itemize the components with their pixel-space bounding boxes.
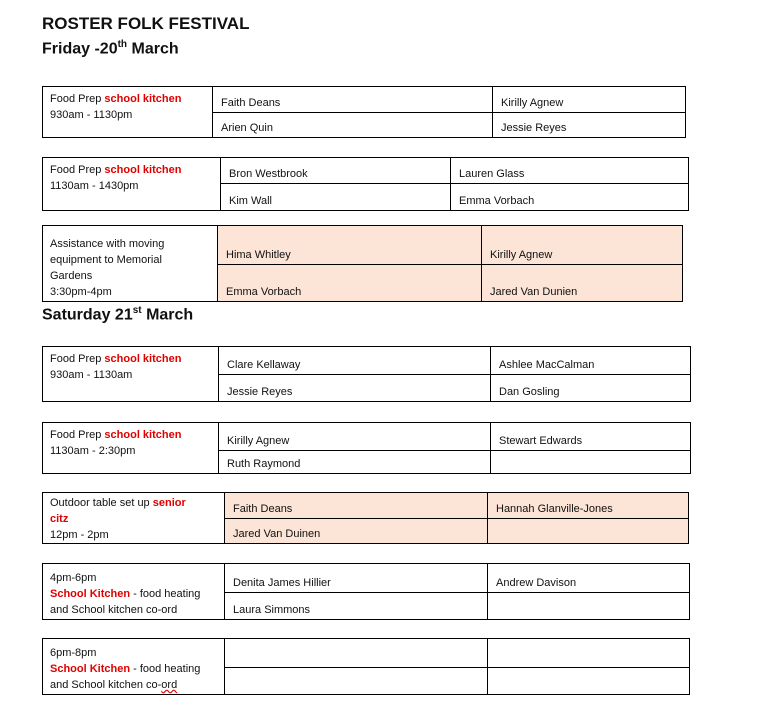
task-cell: 4pm-6pm School Kitchen - food heating and School kitchen co-ord <box>43 564 225 619</box>
volunteer-name: Kirilly Agnew <box>219 423 491 451</box>
friday-heading: Friday -20th March <box>42 39 179 58</box>
roster-table <box>42 86 686 138</box>
volunteer-name: Kirilly Agnew <box>482 226 682 265</box>
task-cell: 6pm-8pm School Kitchen - food heating and School kitchen co-ord <box>43 639 225 694</box>
volunteer-name: Kirilly Agnew <box>493 87 685 113</box>
volunteer-name: Laura Simmons <box>225 593 488 619</box>
volunteer-name: Jared Van Dunien <box>482 265 682 301</box>
volunteer-name <box>488 668 689 694</box>
roster-table <box>42 638 690 695</box>
task-cell: Food Prep school kitchen 1130am - 2:30pm <box>43 423 219 473</box>
page-title: ROSTER FOLK FESTIVAL <box>42 14 250 33</box>
volunteer-name: Stewart Edwards <box>491 423 690 451</box>
volunteer-name: Bron Westbrook <box>221 158 451 184</box>
task-cell: Food Prep school kitchen 930am - 1130pm <box>43 87 213 137</box>
volunteer-name: Jessie Reyes <box>219 375 491 401</box>
volunteer-name <box>225 639 488 668</box>
volunteer-name: Dan Gosling <box>499 386 560 398</box>
volunteer-name <box>491 451 690 473</box>
roster-table <box>42 563 690 620</box>
volunteer-name <box>225 668 488 694</box>
roster-table <box>42 346 691 402</box>
volunteer-name: Hannah Glanville-Jones <box>488 493 688 519</box>
volunteer-name: Arien Quin <box>213 113 493 137</box>
task-cell: Outdoor table set up senior citz 12pm - 2pm <box>43 493 225 543</box>
volunteer-name: Ashlee MacCalman <box>491 347 690 375</box>
task-cell: Food Prep school kitchen 1130am - 1430pm <box>43 158 221 210</box>
volunteer-name: Jessie Reyes <box>501 122 567 134</box>
volunteer-name: Jared Van Duinen <box>225 519 488 543</box>
volunteer-name: Andrew Davison <box>488 564 689 593</box>
volunteer-name: Clare Kellaway <box>219 347 491 375</box>
volunteer-name: Faith Deans <box>225 493 488 519</box>
volunteer-name: Denita James Hillier <box>225 564 488 593</box>
roster-table <box>42 422 691 474</box>
volunteer-name: Emma Vorbach <box>218 265 482 301</box>
volunteer-name: Lauren Glass <box>451 158 688 184</box>
volunteer-name: Faith Deans <box>213 87 493 113</box>
roster-table <box>42 157 689 211</box>
roster-table <box>42 225 683 302</box>
task-cell: Food Prep school kitchen 930am - 1130am <box>43 347 219 401</box>
task-cell: Assistance with moving equipment to Memorial Gardens 3:30pm-4pm <box>43 226 218 301</box>
volunteer-name: Ruth Raymond <box>219 451 491 473</box>
volunteer-name <box>488 519 688 543</box>
volunteer-name <box>488 639 689 668</box>
saturday-heading: Saturday 21st March <box>42 305 194 324</box>
volunteer-name: Hima Whitley <box>218 226 482 265</box>
roster-table <box>42 492 689 544</box>
volunteer-name: Emma Vorbach <box>459 195 535 207</box>
volunteer-name: Kim Wall <box>221 184 451 210</box>
volunteer-name <box>488 593 689 619</box>
